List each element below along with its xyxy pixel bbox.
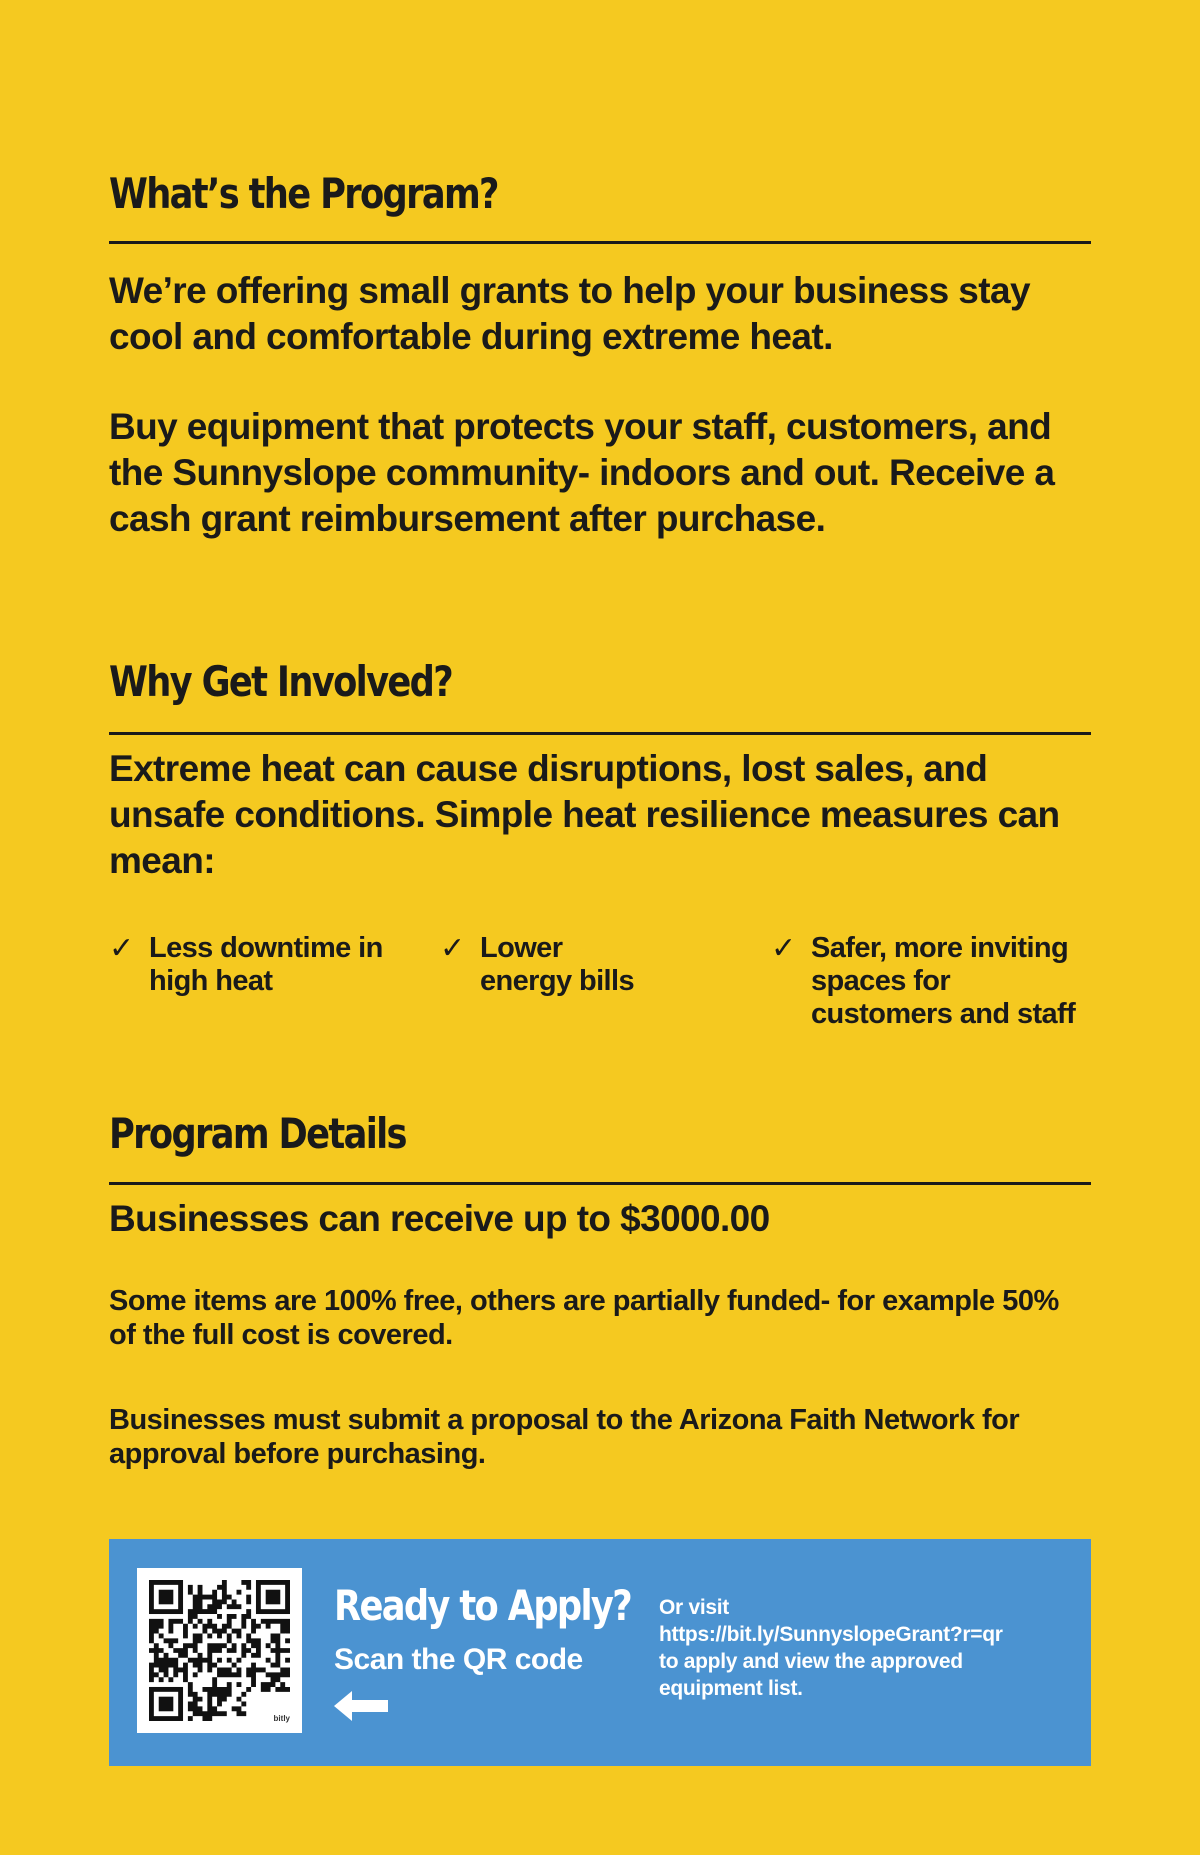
- or-visit-text: Or visit: [659, 1596, 729, 1619]
- program-intro: We’re offering small grants to help your business stay cool and comfortable during extreme heat.: [109, 270, 1030, 357]
- benefit-text: Less downtime in high heat: [149, 932, 383, 997]
- benefit-item: [440, 932, 670, 998]
- checkmark-icon: ✓: [109, 931, 135, 966]
- program-description: Buy equipment that protects your staff, customers, and the Sunnyslope community- indoors and out. Receive a cash grant reimbursement after purchase.: [109, 406, 1055, 539]
- qr-brand-label: bitly: [273, 1714, 290, 1723]
- arrow-left-icon: [334, 1691, 388, 1721]
- benefit-item: [109, 932, 409, 998]
- funding-note: Some items are 100% free, others are partially funded- for example 50% of the full cost is covered.: [109, 1285, 1059, 1351]
- apply-info-line: equipment list.: [659, 1677, 803, 1700]
- benefit-item: [771, 932, 1091, 1031]
- checkmark-icon: ✓: [440, 931, 466, 966]
- apply-subtitle: Scan the QR code: [334, 1643, 583, 1676]
- program-divider: [109, 241, 1091, 244]
- apply-panel: [109, 1539, 1091, 1766]
- checkmark-icon: ✓: [771, 931, 797, 966]
- program-heading: What’s the Program?: [109, 169, 498, 218]
- apply-info-line: to apply and view the approved: [659, 1650, 963, 1673]
- benefit-text: Safer, more inviting spaces for customers and staff: [811, 932, 1076, 1030]
- why-divider: [109, 732, 1091, 735]
- benefits-list: [109, 932, 1091, 1072]
- grant-amount: Businesses can receive up to $3000.00: [109, 1198, 770, 1239]
- why-heading: Why Get Involved?: [109, 657, 453, 706]
- proposal-requirement: Businesses must submit a proposal to the Arizona Faith Network for approval before purchasing.: [109, 1404, 1020, 1470]
- apply-link[interactable]: https://bit.ly/SunnyslopeGrant?r=qr: [659, 1623, 1003, 1646]
- details-divider: [109, 1182, 1091, 1185]
- benefit-text: Lower energy bills: [480, 932, 634, 997]
- details-heading: Program Details: [109, 1109, 406, 1158]
- apply-info: [659, 1594, 1069, 1702]
- qr-code-icon: [149, 1580, 290, 1721]
- qr-code[interactable]: [137, 1568, 302, 1733]
- why-intro: Extreme heat can cause disruptions, lost sales, and unsafe conditions. Simple heat resilience measures can mean:: [109, 748, 1060, 881]
- apply-title: Ready to Apply?: [334, 1581, 631, 1630]
